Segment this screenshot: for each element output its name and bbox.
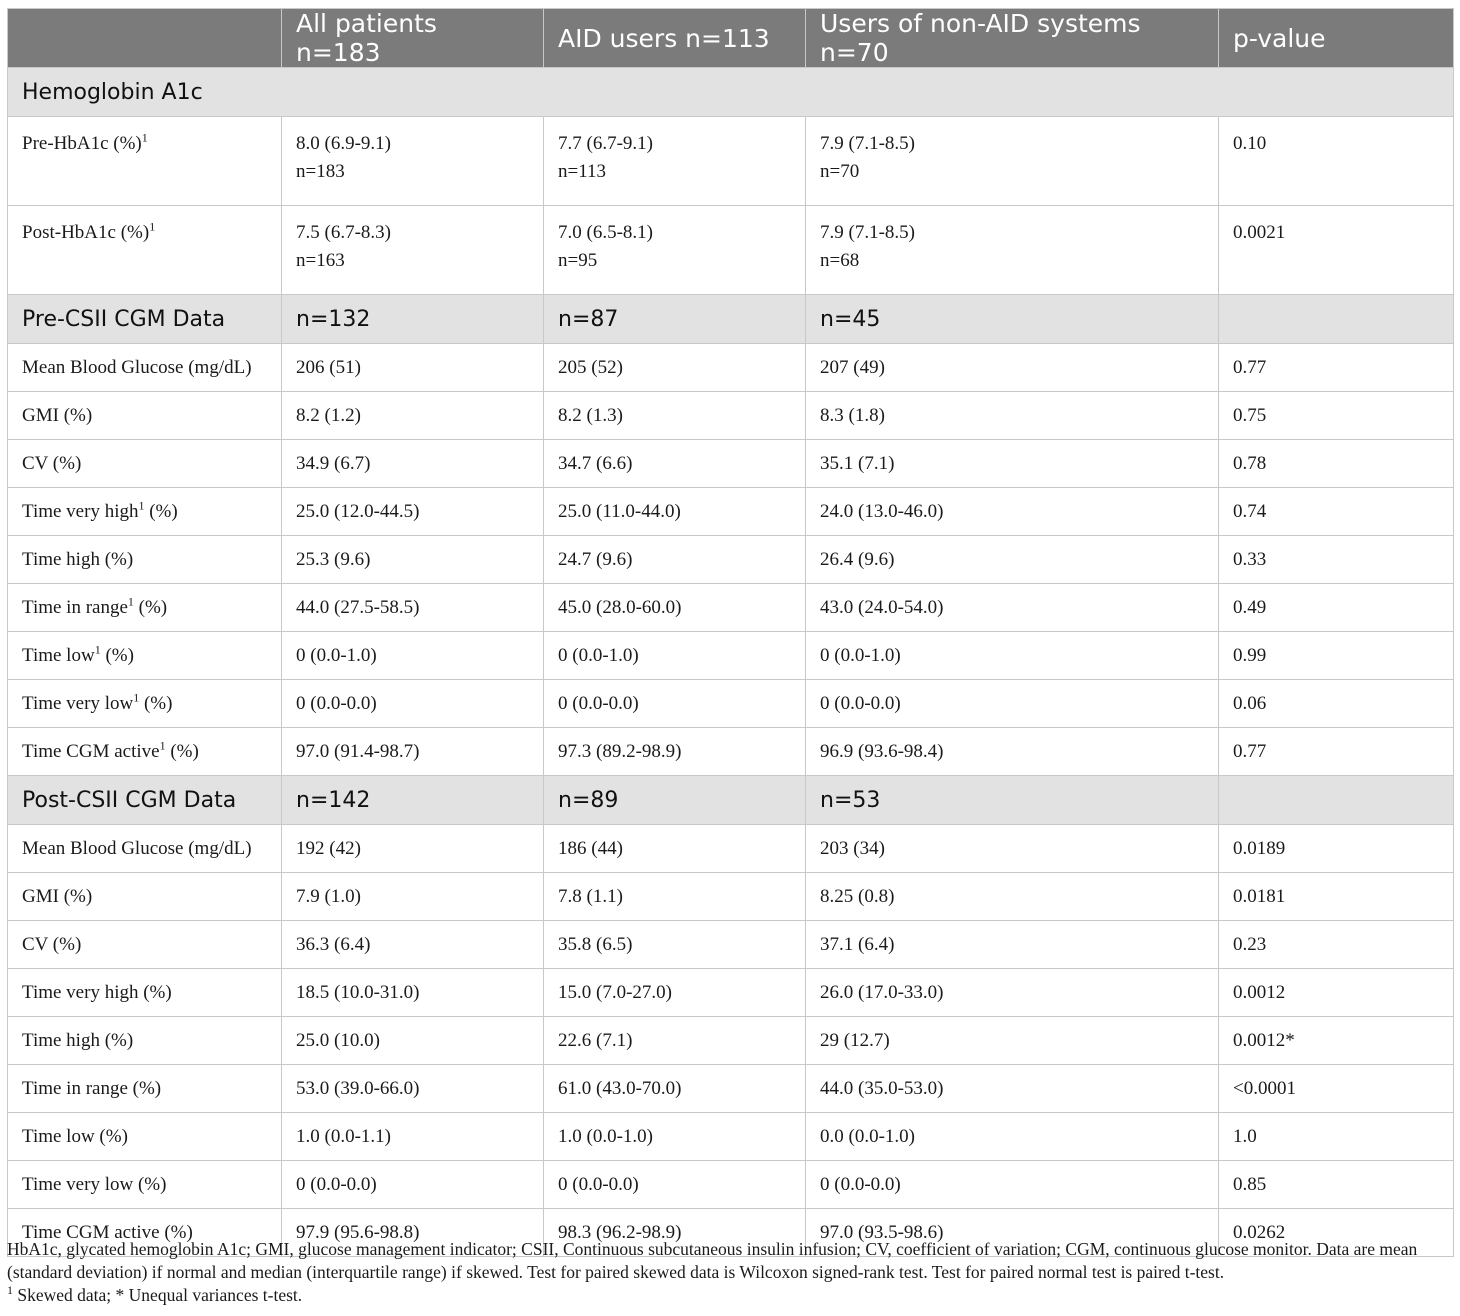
skewed-marker: 1 — [127, 594, 134, 609]
section-count: n=53 — [806, 776, 1219, 825]
row-label-text: GMI (%) — [22, 404, 93, 426]
value-cell — [544, 1161, 806, 1209]
section-count: n=89 — [544, 776, 806, 825]
table-container — [7, 8, 1453, 1257]
table-row — [8, 206, 1454, 295]
cell-value: 97.0 (91.4-98.7) — [296, 740, 420, 762]
cell-value: 0.75 — [1233, 404, 1267, 426]
cell-value: 61.0 (43.0-70.0) — [558, 1077, 682, 1099]
p-value-cell — [1219, 1017, 1454, 1065]
row-label — [8, 921, 282, 969]
p-value-cell — [1219, 1065, 1454, 1113]
value-cell — [544, 680, 806, 728]
row-label — [8, 1017, 282, 1065]
cell-value: 0.74 — [1233, 500, 1267, 522]
value-cell — [544, 1113, 806, 1161]
results-table — [7, 8, 1454, 1257]
cell-value: 7.9 (7.1-8.5) — [820, 133, 915, 154]
cell-value: 24.7 (9.6) — [558, 548, 633, 570]
section-title: Pre-CSII CGM Data — [8, 295, 282, 344]
skewed-marker: 1 — [138, 498, 145, 513]
cell-value: 0.10 — [1233, 133, 1267, 154]
value-cell — [282, 921, 544, 969]
row-label — [8, 873, 282, 921]
value-cell — [282, 969, 544, 1017]
header-cell: AID users n=113 — [544, 9, 806, 68]
cell-value: 29 (12.7) — [820, 1029, 890, 1051]
value-cell — [544, 536, 806, 584]
row-label — [8, 632, 282, 680]
row-label-text: Time very high — [22, 500, 139, 522]
cell-value: 24.0 (13.0-46.0) — [820, 500, 944, 522]
cell-value: 44.0 (27.5-58.5) — [296, 596, 420, 618]
value-cell — [806, 969, 1219, 1017]
cell-value: 8.25 (0.8) — [820, 885, 895, 907]
p-value-cell — [1219, 825, 1454, 873]
value-cell — [282, 825, 544, 873]
value-cell — [806, 1113, 1219, 1161]
table-row — [8, 536, 1454, 584]
p-value-cell — [1219, 873, 1454, 921]
section-count — [1219, 776, 1454, 825]
cell-value: 98.3 (96.2-98.9) — [558, 1221, 682, 1243]
row-label — [8, 825, 282, 873]
value-cell — [544, 117, 806, 206]
skewed-marker: 1 — [94, 642, 101, 657]
cell-value: 0.77 — [1233, 356, 1267, 378]
section-title: Post-CSII CGM Data — [8, 776, 282, 825]
cell-count: n=183 — [296, 161, 345, 182]
row-label-text: Pre-HbA1c (%) — [22, 133, 142, 154]
cell-value: 203 (34) — [820, 837, 885, 859]
table-row — [8, 1065, 1454, 1113]
table-row — [8, 728, 1454, 776]
value-cell — [282, 1017, 544, 1065]
value-cell — [544, 488, 806, 536]
value-cell — [282, 728, 544, 776]
skewed-marker: 1 — [133, 690, 140, 705]
cell-value: 207 (49) — [820, 356, 885, 378]
footnote-notes — [7, 1284, 1453, 1307]
cell-value: 0.49 — [1233, 596, 1267, 618]
skewed-marker: 1 — [149, 219, 156, 234]
value-cell — [282, 873, 544, 921]
cell-value: <0.0001 — [1233, 1077, 1296, 1099]
cell-value: 0.77 — [1233, 740, 1267, 762]
cell-value: 26.0 (17.0-33.0) — [820, 981, 944, 1003]
cell-count: n=95 — [558, 250, 598, 271]
cell-value: 0.0262 — [1233, 1221, 1286, 1243]
value-cell — [806, 1161, 1219, 1209]
cell-value: 22.6 (7.1) — [558, 1029, 633, 1051]
cell-value: 8.0 (6.9-9.1) — [296, 133, 391, 154]
table-row — [8, 969, 1454, 1017]
table-footnotes — [7, 1238, 1453, 1307]
table-row — [8, 680, 1454, 728]
cell-value: 0.06 — [1233, 692, 1267, 714]
row-label — [8, 117, 282, 206]
cell-value: 0 (0.0-0.0) — [558, 692, 639, 714]
table-body — [8, 68, 1454, 1257]
row-label-text: Time CGM active — [22, 740, 160, 762]
cell-value: 0 (0.0-0.0) — [558, 1173, 639, 1195]
row-label-text: Time low (%) — [22, 1125, 128, 1147]
footnote-marker: 1 — [7, 1283, 13, 1298]
row-label-text: Time CGM active (%) — [22, 1221, 193, 1243]
cell-value: 0.23 — [1233, 933, 1267, 955]
cell-value: 0 (0.0-0.0) — [296, 1173, 377, 1195]
table-row — [8, 825, 1454, 873]
row-label — [8, 392, 282, 440]
cell-value: 7.0 (6.5-8.1) — [558, 222, 653, 243]
value-cell — [282, 344, 544, 392]
row-label-text: Time in range (%) — [22, 1077, 162, 1099]
value-cell — [282, 1161, 544, 1209]
cell-count: n=70 — [820, 161, 860, 182]
p-value-cell — [1219, 921, 1454, 969]
table-row — [8, 632, 1454, 680]
row-label-text: Time high (%) — [22, 1029, 134, 1051]
value-cell — [806, 680, 1219, 728]
row-label-text: CV (%) — [22, 452, 82, 474]
cell-value: 43.0 (24.0-54.0) — [820, 596, 944, 618]
table-row — [8, 873, 1454, 921]
table-row — [8, 1017, 1454, 1065]
p-value-cell — [1219, 1113, 1454, 1161]
section-count: n=87 — [544, 295, 806, 344]
table-row — [8, 117, 1454, 206]
cell-value: 15.0 (7.0-27.0) — [558, 981, 672, 1003]
cell-value: 97.3 (89.2-98.9) — [558, 740, 682, 762]
cell-count: n=68 — [820, 250, 860, 271]
value-cell — [544, 584, 806, 632]
cell-count: n=163 — [296, 250, 345, 271]
value-cell — [806, 1065, 1219, 1113]
value-cell — [282, 392, 544, 440]
value-cell — [282, 1065, 544, 1113]
row-label — [8, 206, 282, 295]
section-count: n=132 — [282, 295, 544, 344]
row-label-text: GMI (%) — [22, 885, 93, 907]
cell-value: 26.4 (9.6) — [820, 548, 895, 570]
value-cell — [806, 536, 1219, 584]
value-cell — [544, 921, 806, 969]
value-cell — [544, 969, 806, 1017]
row-label — [8, 488, 282, 536]
value-cell — [806, 206, 1219, 295]
value-cell — [806, 117, 1219, 206]
value-cell — [544, 632, 806, 680]
skewed-marker: 1 — [141, 130, 148, 145]
value-cell — [806, 873, 1219, 921]
cell-value: 0.99 — [1233, 644, 1267, 666]
cell-value: 8.3 (1.8) — [820, 404, 885, 426]
value-cell — [544, 344, 806, 392]
cell-value: 0 (0.0-0.0) — [820, 1173, 901, 1195]
footnote-abbreviations: HbA1c, glycated hemoglobin A1c; GMI, glucose management indicator; CSII, Continuous subcutaneous insulin infusion; CV, coefficient of variation; CGM, continuous glucose monitor. Data are mean (standard deviation) if normal and median (interquartile range) if skewed. Test for paired skewed data is Wilcoxon signed-rank test. Test for paired normal test is paired t-test. — [7, 1239, 1418, 1282]
cell-value: 25.0 (12.0-44.5) — [296, 500, 420, 522]
p-value-cell — [1219, 344, 1454, 392]
value-cell — [544, 440, 806, 488]
row-label — [8, 680, 282, 728]
row-label-unit: (%) — [165, 740, 199, 762]
value-cell — [544, 728, 806, 776]
value-cell — [806, 728, 1219, 776]
value-cell — [282, 206, 544, 295]
p-value-cell — [1219, 117, 1454, 206]
cell-value: 0.0 (0.0-1.0) — [820, 1125, 915, 1147]
row-label-unit: (%) — [133, 596, 168, 618]
cell-value: 1.0 (0.0-1.0) — [558, 1125, 653, 1147]
value-cell — [544, 1065, 806, 1113]
cell-value: 7.9 (1.0) — [296, 885, 361, 907]
row-label — [8, 536, 282, 584]
p-value-cell — [1219, 392, 1454, 440]
value-cell — [282, 584, 544, 632]
cell-value: 7.7 (6.7-9.1) — [558, 133, 653, 154]
section-count: n=45 — [806, 295, 1219, 344]
row-label-unit: (%) — [139, 692, 173, 714]
row-label — [8, 344, 282, 392]
table-row — [8, 921, 1454, 969]
cell-value: 0.0181 — [1233, 885, 1286, 907]
header-cell: p-value — [1219, 9, 1454, 68]
row-label-unit: (%) — [100, 644, 134, 666]
value-cell — [806, 488, 1219, 536]
cell-value: 96.9 (93.6-98.4) — [820, 740, 944, 762]
section-header-row — [8, 68, 1454, 117]
row-label-text: Mean Blood Glucose (mg/dL) — [22, 837, 252, 859]
cell-value: 186 (44) — [558, 837, 623, 859]
p-value-cell — [1219, 206, 1454, 295]
p-value-cell — [1219, 536, 1454, 584]
section-header-row — [8, 776, 1454, 825]
cell-value: 1.0 (0.0-1.1) — [296, 1125, 391, 1147]
value-cell — [806, 392, 1219, 440]
p-value-cell — [1219, 1161, 1454, 1209]
row-label — [8, 969, 282, 1017]
value-cell — [544, 825, 806, 873]
table-row — [8, 440, 1454, 488]
cell-value: 0 (0.0-1.0) — [820, 644, 901, 666]
cell-value: 97.9 (95.6-98.8) — [296, 1221, 420, 1243]
value-cell — [544, 1017, 806, 1065]
cell-value: 7.9 (7.1-8.5) — [820, 222, 915, 243]
value-cell — [806, 440, 1219, 488]
table-row — [8, 1161, 1454, 1209]
cell-value: 25.3 (9.6) — [296, 548, 371, 570]
cell-value: 0.85 — [1233, 1173, 1267, 1195]
p-value-cell — [1219, 584, 1454, 632]
cell-value: 35.1 (7.1) — [820, 452, 895, 474]
row-label — [8, 1065, 282, 1113]
value-cell — [806, 921, 1219, 969]
row-label-unit: (%) — [144, 500, 178, 522]
row-label-text: Post-HbA1c (%) — [22, 222, 150, 243]
value-cell — [282, 536, 544, 584]
cell-value: 34.7 (6.6) — [558, 452, 633, 474]
cell-count: n=113 — [558, 161, 607, 182]
value-cell — [282, 440, 544, 488]
row-label — [8, 728, 282, 776]
value-cell — [282, 632, 544, 680]
table-row — [8, 392, 1454, 440]
cell-value: 37.1 (6.4) — [820, 933, 895, 955]
cell-value: 0 (0.0-1.0) — [558, 644, 639, 666]
cell-value: 0.0012* — [1233, 1029, 1295, 1051]
value-cell — [282, 117, 544, 206]
value-cell — [282, 488, 544, 536]
row-label-text: Time very low (%) — [22, 1173, 167, 1195]
row-label — [8, 584, 282, 632]
cell-value: 0.78 — [1233, 452, 1267, 474]
p-value-cell — [1219, 440, 1454, 488]
cell-value: 8.2 (1.3) — [558, 404, 623, 426]
cell-value: 34.9 (6.7) — [296, 452, 371, 474]
row-label-text: Mean Blood Glucose (mg/dL) — [22, 356, 252, 378]
header-cell: All patients n=183 — [282, 9, 544, 68]
cell-value: 7.5 (6.7-8.3) — [296, 222, 391, 243]
section-title: Hemoglobin A1c — [8, 68, 1454, 117]
row-label-text: Time low — [22, 644, 95, 666]
value-cell — [544, 206, 806, 295]
section-header-row — [8, 295, 1454, 344]
row-label-text: Time in range — [22, 596, 128, 618]
cell-value: 0.0189 — [1233, 837, 1286, 859]
row-label-text: CV (%) — [22, 933, 82, 955]
value-cell — [282, 1113, 544, 1161]
cell-value: 0 (0.0-0.0) — [296, 692, 377, 714]
cell-value: 0.0012 — [1233, 981, 1286, 1003]
cell-value: 97.0 (93.5-98.6) — [820, 1221, 944, 1243]
p-value-cell — [1219, 728, 1454, 776]
cell-value: 0.33 — [1233, 548, 1267, 570]
value-cell — [806, 1017, 1219, 1065]
cell-value: 36.3 (6.4) — [296, 933, 371, 955]
cell-value: 8.2 (1.2) — [296, 404, 361, 426]
p-value-cell — [1219, 680, 1454, 728]
cell-value: 53.0 (39.0-66.0) — [296, 1077, 420, 1099]
value-cell — [806, 344, 1219, 392]
table-row — [8, 488, 1454, 536]
value-cell — [806, 584, 1219, 632]
section-count: n=142 — [282, 776, 544, 825]
value-cell — [544, 873, 806, 921]
cell-value: 45.0 (28.0-60.0) — [558, 596, 682, 618]
cell-value: 0.0021 — [1233, 222, 1286, 243]
value-cell — [806, 825, 1219, 873]
value-cell — [282, 680, 544, 728]
p-value-cell — [1219, 488, 1454, 536]
cell-value: 18.5 (10.0-31.0) — [296, 981, 420, 1003]
cell-value: 0 (0.0-0.0) — [820, 692, 901, 714]
cell-value: 0 (0.0-1.0) — [296, 644, 377, 666]
table-row — [8, 344, 1454, 392]
cell-value: 25.0 (10.0) — [296, 1029, 380, 1051]
value-cell — [806, 632, 1219, 680]
footnote-text: Skewed data; * Unequal variances t-test. — [13, 1285, 303, 1305]
table-row — [8, 1113, 1454, 1161]
row-label-text: Time very low — [22, 692, 134, 714]
p-value-cell — [1219, 969, 1454, 1017]
cell-value: 206 (51) — [296, 356, 361, 378]
cell-value: 25.0 (11.0-44.0) — [558, 500, 681, 522]
table-header-row — [8, 9, 1454, 68]
row-label — [8, 1113, 282, 1161]
value-cell — [544, 392, 806, 440]
skewed-marker: 1 — [159, 738, 166, 753]
header-cell — [8, 9, 282, 68]
cell-value: 205 (52) — [558, 356, 623, 378]
row-label-text: Time high (%) — [22, 548, 134, 570]
p-value-cell — [1219, 632, 1454, 680]
row-label-text: Time very high (%) — [22, 981, 172, 1003]
section-count — [1219, 295, 1454, 344]
cell-value: 192 (42) — [296, 837, 361, 859]
table-row — [8, 584, 1454, 632]
header-cell: Users of non-AID systems n=70 — [806, 9, 1219, 68]
row-label — [8, 440, 282, 488]
cell-value: 35.8 (6.5) — [558, 933, 633, 955]
cell-value: 1.0 — [1233, 1125, 1257, 1147]
row-label — [8, 1161, 282, 1209]
cell-value: 44.0 (35.0-53.0) — [820, 1077, 944, 1099]
cell-value: 7.8 (1.1) — [558, 885, 623, 907]
